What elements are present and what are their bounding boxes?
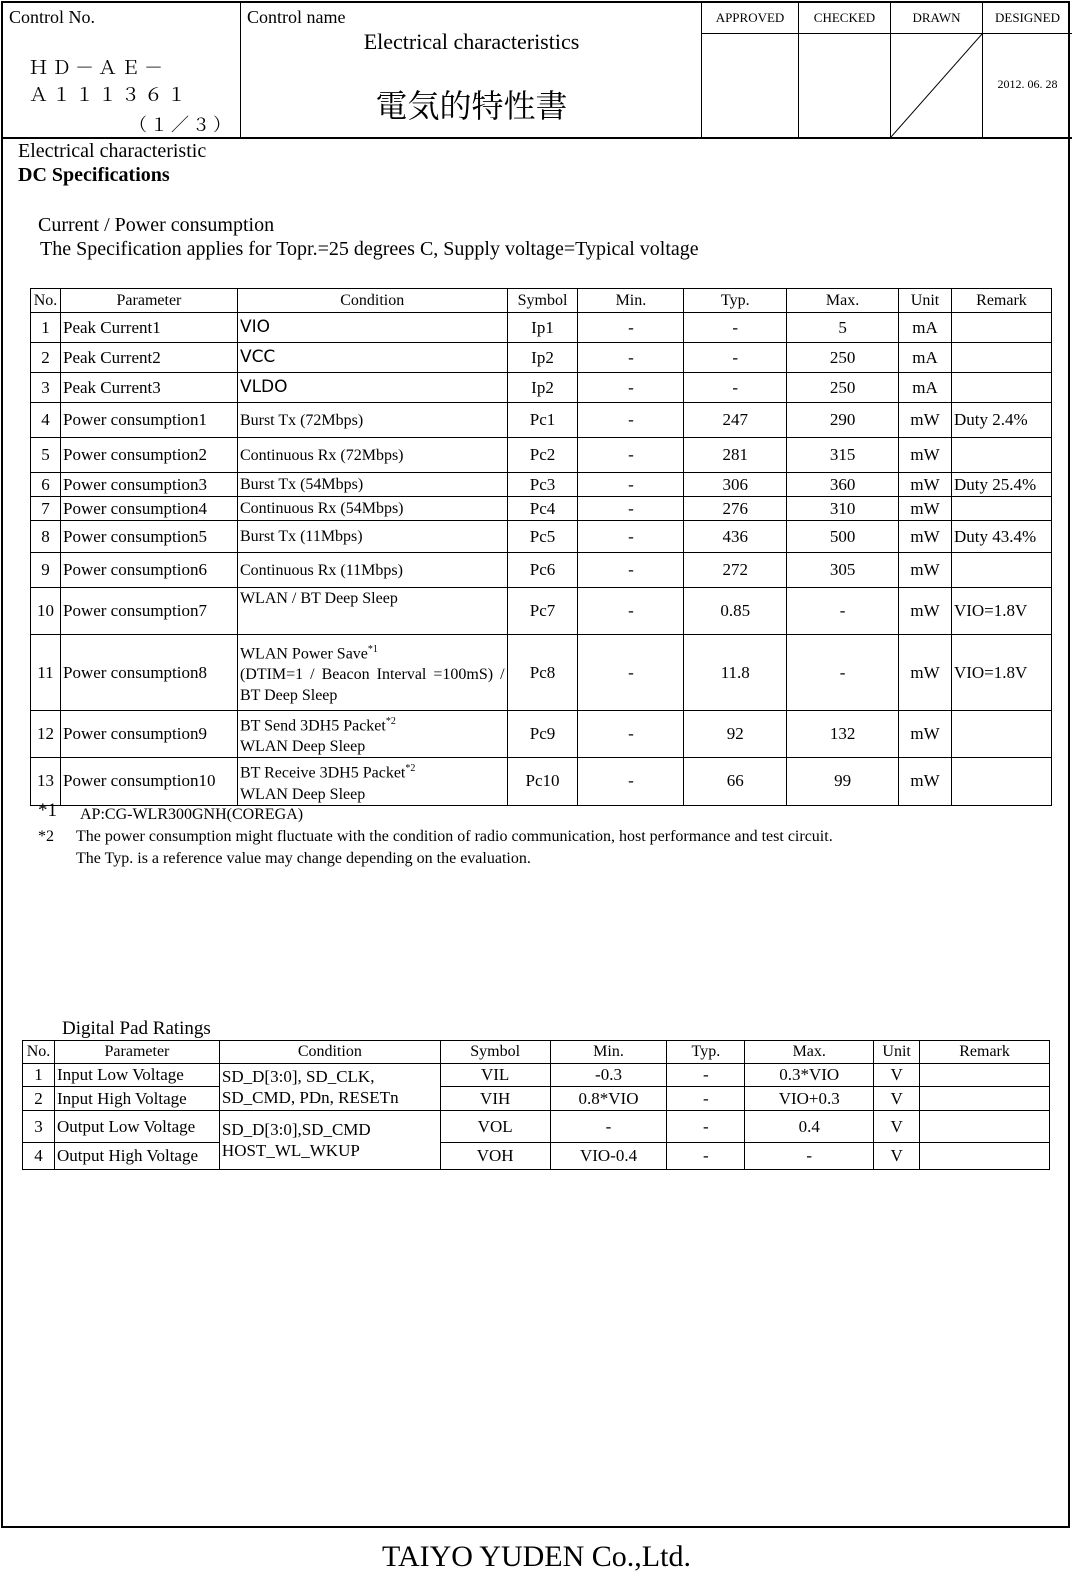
current-power-heading: Current / Power consumption [38,214,275,236]
drawn-cell [891,3,983,137]
row-min: - [578,711,684,758]
row-min: - [578,553,684,588]
digital-header-cell: Symbol [440,1041,550,1064]
dc-row [31,553,1052,588]
row-max: 290 [787,403,899,438]
condition-text: WLAN / BT Deep Sleep [239,590,398,607]
row-typ: 0.85 [684,588,787,635]
condition-text: VLDO [239,377,288,397]
row-symbol: Ip1 [507,313,578,343]
condition-line-2: SD_CMD, PDn, RESETn [221,1088,399,1107]
row-min: VIO-0.4 [550,1143,667,1170]
condition-text: Burst Tx (54Mbps) [239,476,364,493]
row-unit: mA [899,313,952,343]
row-max: 0.4 [745,1111,874,1143]
row-typ: 276 [684,497,787,521]
row-typ: 66 [684,758,787,805]
dc-header-row [31,289,1052,313]
digital-header-cell: Typ. [667,1041,745,1064]
dc-header-cell: Unit [899,289,952,313]
row-min: - [578,588,684,635]
row-symbol: Pc1 [507,403,578,438]
row-parameter: Output High Voltage [54,1143,219,1170]
control-no-cell [3,3,241,137]
row-remark [951,438,1051,473]
row-max: 500 [787,521,899,553]
row-condition [237,521,507,553]
footnote-ref: *2 [405,763,416,775]
row-symbol: Pc7 [507,588,578,635]
row-min: 0.8*VIO [550,1087,667,1111]
digital-header-cell: Max. [745,1041,874,1064]
row-unit: mA [899,343,952,373]
row-condition [237,758,507,805]
control-no-value: ＨＤ－ＡＥ－ Ａ１１１３６１ [29,58,191,106]
row-max: 250 [787,343,899,373]
dc-header-cell: Parameter [60,289,237,313]
row-typ: - [667,1087,745,1111]
row-unit: mW [899,588,952,635]
row-unit: mW [899,473,952,497]
row-min: - [578,521,684,553]
row-parameter: Output Low Voltage [54,1111,219,1143]
row-typ: - [667,1143,745,1170]
row-max: 5 [787,313,899,343]
row-condition [237,711,507,758]
dc-spec-table [30,288,1052,806]
dc-header-cell: Max. [787,289,899,313]
checked-cell [799,3,891,137]
digital-header-cell: Unit [874,1041,920,1064]
title-block [3,3,1072,139]
row-max: VIO+0.3 [745,1087,874,1111]
digital-header-cell: Min. [550,1041,667,1064]
control-name-label: Control name [247,7,346,27]
dc-header-cell: Symbol [507,289,578,313]
condition-text: BT Receive 3DH5 Packet [239,764,406,782]
dc-row [31,711,1052,758]
row-typ: - [684,313,787,343]
dc-header-cell: Remark [951,289,1051,313]
section-subtitle: DC Specifications [18,164,170,186]
row-max: 250 [787,373,899,403]
row-unit: mW [899,553,952,588]
condition-text: Continuous Rx (72Mbps) [239,446,404,464]
digital-pad-title: Digital Pad Ratings [62,1018,211,1039]
row-remark [951,343,1051,373]
dc-row [31,521,1052,553]
row-remark [951,497,1051,521]
company-footer: TAIYO YUDEN Co.,Ltd. [382,1540,691,1573]
row-unit: V [874,1064,920,1087]
row-symbol: Pc4 [507,497,578,521]
row-remark [951,758,1051,805]
digital-header-cell: Parameter [54,1041,219,1064]
control-name-cell [241,3,702,137]
digital-header-cell: Remark [920,1041,1050,1064]
row-parameter: Power consumption1 [60,403,237,438]
row-no: 1 [31,313,61,343]
row-unit: mA [899,373,952,403]
dc-row [31,497,1052,521]
row-parameter: Power consumption8 [60,635,237,711]
row-remark: VIO=1.8V [951,635,1051,711]
approved-label: APPROVED [702,3,798,34]
digital-row [23,1111,1050,1143]
digital-header-row [23,1041,1050,1064]
condition-line-1: SD_D[3:0], SD_CLK, [221,1067,375,1086]
row-symbol: Pc5 [507,521,578,553]
row-symbol: Pc9 [507,711,578,758]
applies-text: The Specification applies for Topr.=25 degrees C, Supply voltage=Typical voltage [40,238,699,260]
row-parameter: Input Low Voltage [54,1064,219,1087]
note1-text: AP:CG-WLR300GNH(COREGA) [80,806,304,823]
dc-row [31,438,1052,473]
row-symbol: Pc8 [507,635,578,711]
row-no: 2 [31,343,61,373]
condition-text: VCC [239,347,276,367]
title-english: Electrical characteristics [363,29,580,54]
row-min: - [578,343,684,373]
row-unit: mW [899,635,952,711]
row-condition [237,373,507,403]
row-parameter: Peak Current3 [60,373,237,403]
row-parameter: Power consumption7 [60,588,237,635]
dc-header-cell: Min. [578,289,684,313]
row-max: 305 [787,553,899,588]
row-remark: Duty 43.4% [951,521,1051,553]
row-symbol: Pc3 [507,473,578,497]
row-max: - [787,635,899,711]
footnote-ref: *1 [367,643,378,655]
digital-row [23,1087,1050,1111]
dc-row [31,758,1052,805]
row-condition [237,438,507,473]
dc-row [31,473,1052,497]
row-typ: 11.8 [684,635,787,711]
row-condition [237,473,507,497]
row-parameter: Peak Current1 [60,313,237,343]
row-symbol: VOH [440,1143,550,1170]
note2-text2: The Typ. is a reference value may change depending on the evaluation. [76,850,531,867]
digital-header-cell: No. [23,1041,55,1064]
row-remark [951,313,1051,343]
row-parameter: Power consumption9 [60,711,237,758]
row-condition [237,403,507,438]
row-condition [237,553,507,588]
condition-text: BT Send 3DH5 Packet [239,717,386,735]
row-remark [920,1143,1050,1170]
row-min: - [578,438,684,473]
note1-mark: *1 [38,800,57,821]
row-typ: 92 [684,711,787,758]
row-typ: 306 [684,473,787,497]
row-condition [237,313,507,343]
row-typ: - [684,373,787,403]
row-max: 360 [787,473,899,497]
row-typ: - [684,343,787,373]
row-parameter: Power consumption5 [60,521,237,553]
row-no: 6 [31,473,61,497]
row-no: 3 [31,373,61,403]
note2-mark: *2 [38,828,54,845]
dc-header-cell: Typ. [684,289,787,313]
row-max: 315 [787,438,899,473]
row-max: - [787,588,899,635]
row-no: 9 [31,553,61,588]
row-min: - [578,403,684,438]
note2-text1: The power consumption might fluctuate with the condition of radio communication, host performance and test circuit. [76,828,833,845]
control-no-label: Control No. [9,7,96,27]
drawn-label: DRAWN [891,3,982,34]
row-symbol: VOL [440,1111,550,1143]
row-typ: 281 [684,438,787,473]
row-max: - [745,1143,874,1170]
row-symbol: Ip2 [507,373,578,403]
row-symbol: Pc2 [507,438,578,473]
row-symbol: Pc6 [507,553,578,588]
row-max: 132 [787,711,899,758]
row-max: 0.3*VIO [745,1064,874,1087]
digital-row [23,1143,1050,1170]
row-unit: V [874,1087,920,1111]
condition-text: VIO [239,317,270,337]
row-min: - [578,373,684,403]
row-remark [951,373,1051,403]
row-unit: mW [899,758,952,805]
row-no: 12 [31,711,61,758]
condition-line-1: SD_D[3:0],SD_CMD [221,1120,371,1139]
condition-line-2: HOST_WL_WKUP [221,1141,360,1160]
row-parameter: Peak Current2 [60,343,237,373]
row-no: 8 [31,521,61,553]
row-max: 99 [787,758,899,805]
row-typ: - [667,1064,745,1087]
dc-header-cell: Condition [237,289,507,313]
row-unit: mW [899,711,952,758]
row-parameter: Power consumption6 [60,553,237,588]
row-typ: - [667,1111,745,1143]
approved-cell [702,3,799,137]
row-symbol: Ip2 [507,343,578,373]
condition-text-2: (DTIM=1 / Beacon Interval =100mS) / BT Deep Sleep [239,666,505,705]
row-remark [951,711,1051,758]
dc-row [31,635,1052,711]
designed-cell [983,3,1072,137]
row-no: 7 [31,497,61,521]
row-no: 5 [31,438,61,473]
condition-text-2: WLAN Deep Sleep [239,738,366,756]
row-remark [951,553,1051,588]
section-title: Electrical characteristic [18,140,207,162]
row-parameter: Power consumption3 [60,473,237,497]
row-unit: mW [899,438,952,473]
row-remark: Duty 25.4% [951,473,1051,497]
row-min: - [578,497,684,521]
row-no: 4 [23,1143,55,1170]
row-parameter: Power consumption4 [60,497,237,521]
row-min: - [578,758,684,805]
row-symbol: Pc10 [507,758,578,805]
row-remark: Duty 2.4% [951,403,1051,438]
digital-header-cell: Condition [219,1041,440,1064]
row-remark [920,1111,1050,1143]
row-condition [237,635,507,711]
title-japanese: 電気的特性書 [375,88,568,124]
row-unit: V [874,1143,920,1170]
dc-header-cell: No. [31,289,61,313]
row-symbol: VIH [440,1087,550,1111]
row-no: 1 [23,1064,55,1087]
row-parameter: Input High Voltage [54,1087,219,1111]
row-condition [237,588,507,635]
dc-row [31,373,1052,403]
designed-label: DESIGNED [983,3,1072,34]
condition-text: Continuous Rx (11Mbps) [239,561,403,579]
approved-value [702,34,798,137]
row-parameter: Power consumption10 [60,758,237,805]
row-no: 4 [31,403,61,438]
row-max: 310 [787,497,899,521]
row-symbol: VIL [440,1064,550,1087]
row-min: - [578,635,684,711]
row-typ: 436 [684,521,787,553]
condition-text: WLAN Power Save [239,645,368,663]
dc-row [31,588,1052,635]
row-min: - [578,473,684,497]
strike-line [891,34,982,137]
row-unit: mW [899,497,952,521]
designed-date: 2012. 06. 28 [997,77,1058,91]
row-condition [237,343,507,373]
row-unit: V [874,1111,920,1143]
row-condition [219,1111,440,1170]
dc-row [31,313,1052,343]
dc-row [31,343,1052,373]
row-min: - [578,313,684,343]
row-remark [920,1087,1050,1111]
row-min: - [550,1111,667,1143]
row-condition [219,1064,440,1111]
row-typ: 272 [684,553,787,588]
row-remark: VIO=1.8V [951,588,1051,635]
condition-text: Burst Tx (72Mbps) [239,411,364,429]
row-min: -0.3 [550,1064,667,1087]
row-unit: mW [899,521,952,553]
row-typ: 247 [684,403,787,438]
condition-text: Continuous Rx (54Mbps) [239,500,404,517]
row-remark [920,1064,1050,1087]
condition-text: Burst Tx (11Mbps) [239,528,363,545]
checked-value [799,34,890,137]
row-parameter: Power consumption2 [60,438,237,473]
row-unit: mW [899,403,952,438]
row-condition [237,497,507,521]
row-no: 10 [31,588,61,635]
row-no: 13 [31,758,61,805]
row-no: 11 [31,635,61,711]
row-no: 2 [23,1087,55,1111]
dc-row [31,403,1052,438]
footnote-ref: *2 [385,716,396,727]
digital-row [23,1064,1050,1087]
digital-pad-table [22,1040,1050,1170]
condition-text-2: WLAN Deep Sleep [239,785,366,803]
page-number: （１／３） [129,115,234,135]
checked-label: CHECKED [799,3,890,34]
row-no: 3 [23,1111,55,1143]
